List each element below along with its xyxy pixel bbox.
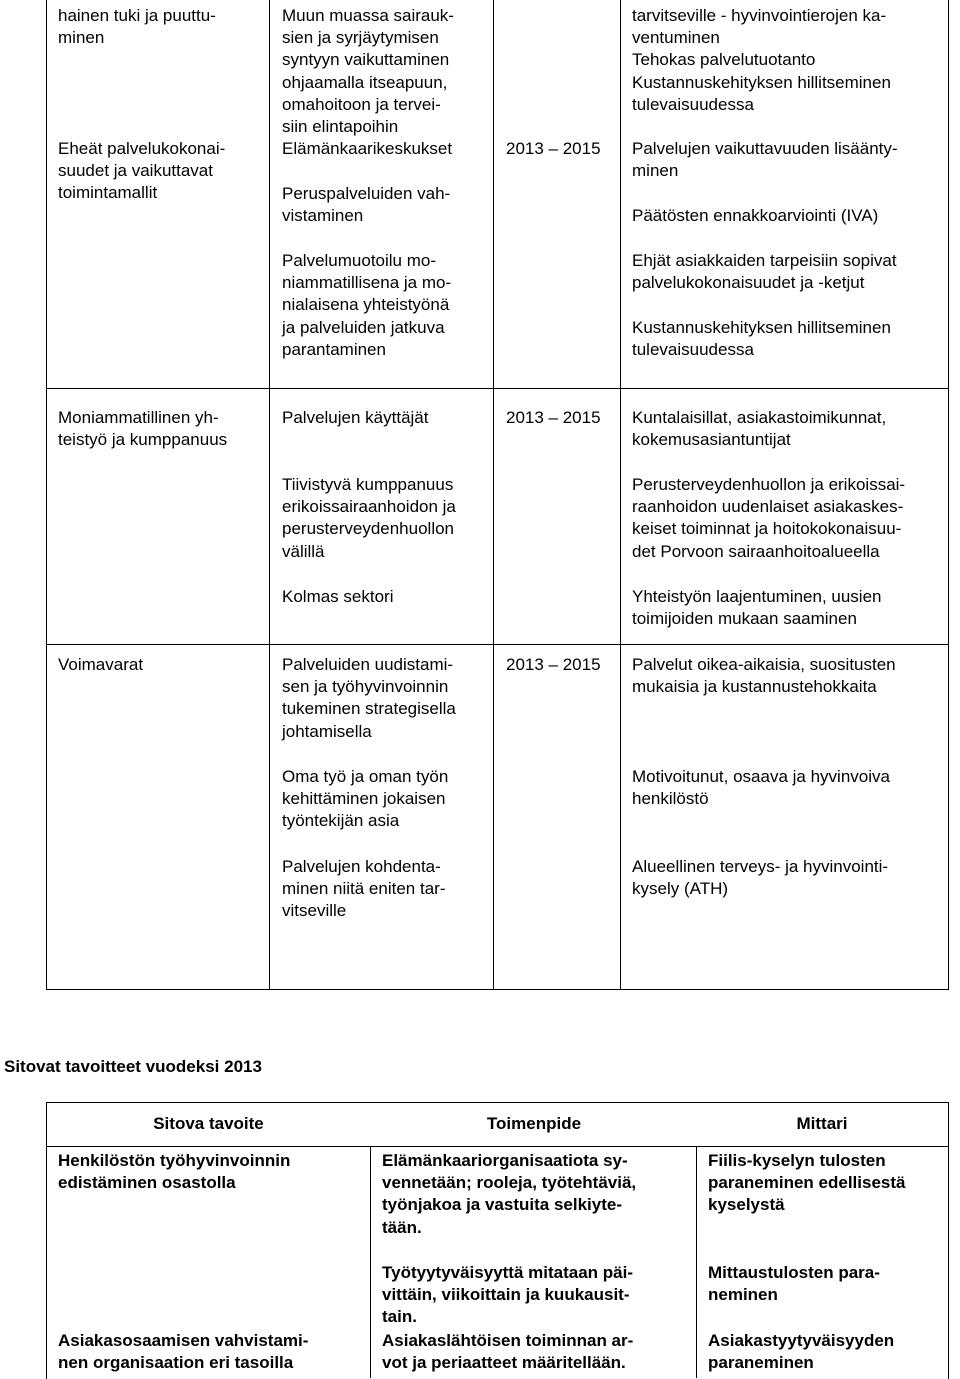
indicator-cell: Motivoitunut, osaava ja hyvinvoiva henkilöstö <box>632 767 890 809</box>
area-cell: hainen tuki ja puuttu- minen <box>58 6 216 48</box>
table-divider <box>696 1146 697 1378</box>
table-divider <box>46 989 948 990</box>
indicator-cell: Ehjät asiakkaiden tarpeisiin sopivat palvelukokonaisuudet ja -ketjut <box>632 251 897 293</box>
indicator-cell: Palvelut oikea-aikaisia, suositusten mukaisia ja kustannustehokkaita <box>632 655 896 697</box>
goal-cell: Palvelujen kohdenta- minen niitä eniten tar- vitseville <box>282 857 446 921</box>
goal-cell: Tiivistyvä kumppanuus erikoissairaanhoidon ja perusterveydenhuollon välillä <box>282 475 456 561</box>
indicator-cell: Yhteistyön laajentuminen, uusien toimijoiden mukaan saaminen <box>632 587 882 629</box>
action-cell: Asiakaslähtöisen toiminnan ar- vot ja periaatteet määritellään. <box>382 1331 634 1373</box>
column-header: Sitova tavoite <box>153 1114 264 1133</box>
indicator-cell: Palvelujen vaikuttavuuden lisäänty- minen <box>632 139 898 181</box>
goal-cell: Palvelujen käyttäjät <box>282 408 429 427</box>
action-cell: Työtyytyväisyyttä mitataan päi- vittäin, viikoittain ja kuukausit- tain. <box>382 1263 633 1327</box>
metric-cell: Mittaustulosten para- neminen <box>708 1263 880 1305</box>
area-cell: Eheät palvelukokonai- suudet ja vaikuttavat toimintamallit <box>58 139 226 203</box>
column-header: Mittari <box>796 1114 848 1133</box>
year-cell: 2013 – 2015 <box>506 139 601 158</box>
goal-cell: Peruspalveluiden vah- vistaminen <box>282 184 451 226</box>
table-divider <box>46 1146 948 1147</box>
goal-cell: Palvelumuotoilu mo- niammatillisena ja mo- nialaisena yhteistyönä ja palveluiden jatkuva parantaminen <box>282 251 452 359</box>
indicator-cell: Päätösten ennakkoarviointi (IVA) <box>632 206 879 225</box>
year-cell: 2013 – 2015 <box>506 655 601 674</box>
goal-cell: Oma työ ja oman työn kehittäminen jokaisen työntekijän asia <box>282 767 449 831</box>
goal-cell: Kolmas sektori <box>282 587 394 606</box>
indicator-cell: Alueellinen terveys- ja hyvinvointi- kysely (ATH) <box>632 857 889 899</box>
indicator-cell: Kustannuskehityksen hillitseminen tulevaisuudessa <box>632 318 891 360</box>
indicator-cell: tarvitseville - hyvinvointierojen ka- ventuminen Tehokas palvelutuotanto Kustannuskehityksen hillitseminen tulevaisuudessa <box>632 6 891 114</box>
metric-cell: Fiilis-kyselyn tulosten paraneminen edellisestä kyselystä <box>708 1151 906 1215</box>
year-cell: 2013 – 2015 <box>506 408 601 427</box>
table-divider <box>46 644 948 645</box>
section-heading: Sitovat tavoitteet vuodeksi 2013 <box>4 1057 262 1076</box>
goal-cell: Asiakasosaamisen vahvistami- nen organisaation eri tasoilla <box>58 1331 309 1373</box>
table-divider <box>370 1146 371 1378</box>
metric-cell: Asiakastyytyväisyyden paraneminen <box>708 1331 895 1373</box>
table-divider <box>493 0 494 990</box>
goal-cell: Henkilöstön työhyvinvoinnin edistäminen osastolla <box>58 1151 291 1193</box>
goal-cell: Muun muassa sairauk- sien ja syrjäytymisen syntyyn vaikuttaminen ohjaamalla itseapuun, omahoitoon ja tervei- siin elintapoihin <box>282 6 454 137</box>
indicator-cell: Kuntalaisillat, asiakastoimikunnat, kokemusasiantuntijat <box>632 408 887 450</box>
column-header: Toimenpide <box>486 1114 582 1133</box>
area-cell: Moniammatillinen yh- teistyö ja kumppanuus <box>58 408 228 450</box>
goal-cell: Elämänkaarikeskukset <box>282 139 453 158</box>
area-cell: Voimavarat <box>58 655 144 674</box>
indicator-cell: Perusterveydenhuollon ja erikoissai- raanhoidon uudenlaiset asiakaskes- keiset toiminnat ja hoitokokonaisuu- det Porvoon sairaanhoitoalueella <box>632 475 906 561</box>
table-divider <box>620 0 621 990</box>
goal-cell: Palveluiden uudistami- sen ja työhyvinvoinnin tukeminen strategisella johtamisella <box>282 655 456 741</box>
table-divider <box>46 388 948 389</box>
action-cell: Elämänkaariorganisaatiota sy- vennetään; rooleja, työtehtäviä, työnjakoa ja vastuita selkiyte- tään. <box>382 1151 637 1237</box>
table-divider <box>269 0 270 990</box>
